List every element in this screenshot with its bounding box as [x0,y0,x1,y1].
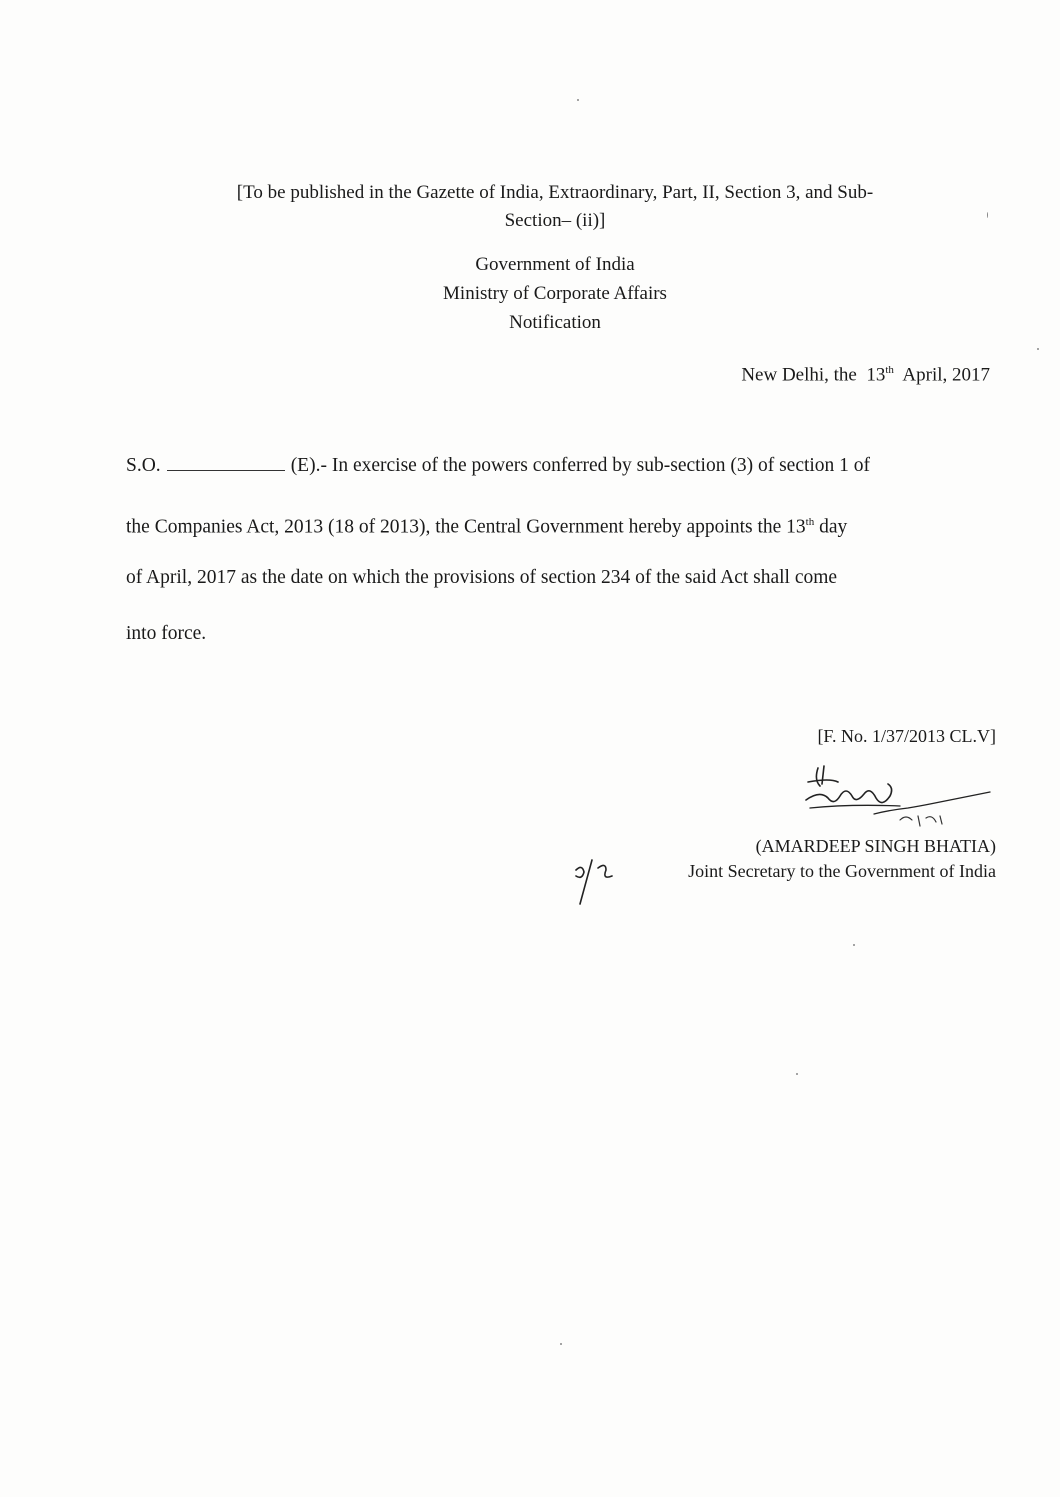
body-line-2 [126,494,994,550]
signatory-name: (AMARDEEP SINGH BHATIA) [755,836,996,856]
notification-body [126,438,994,662]
so-prefix: S.O. [126,455,161,476]
body-line-3: of April, 2017 as the date on which the provisions of section 234 of the said Act shall come [126,567,838,588]
signatory-designation: Joint Secretary to the Government of India [688,861,996,881]
body-line-2-sup: th [805,516,815,528]
body-line-2-text-b: day [814,516,848,538]
dateline-day: 13 [866,364,886,386]
scan-speck [987,212,988,218]
document-type-heading: Notification [509,312,601,333]
dateline-month-year: April, 2017 [902,364,990,386]
dateline-place: New Delhi, the [741,364,857,386]
issuing-authority [400,250,710,337]
scan-speck [560,1343,562,1345]
gazette-publication-note-line2: Section– (ii)] [504,210,606,231]
handwritten-signature [790,760,1010,840]
government-heading: Government of India [475,254,635,275]
scan-speck [853,944,855,946]
ministry-heading: Ministry of Corporate Affairs [443,283,667,304]
scan-speck [577,99,579,101]
scan-speck [796,1073,798,1075]
so-number-blank [167,454,285,471]
scan-speck [1037,348,1039,350]
body-line-4: into force. [126,623,207,644]
body-line-1 [126,438,994,494]
body-line-1-text: (E).- In exercise of the powers conferred by sub-section (3) of section 1 of [290,455,871,476]
dateline [600,364,990,386]
dateline-day-suffix: th [885,364,894,376]
gazette-publication-note-line1: [To be published in the Gazette of India, Extraordinary, Part, II, Section 3, and Sub- [236,182,874,203]
body-line-2-text-a: the Companies Act, 2013 (18 of 2013), the Central Government hereby appoints the 13 [126,516,806,538]
file-number: [F. No. 1/37/2013 CL.V] [817,726,996,746]
